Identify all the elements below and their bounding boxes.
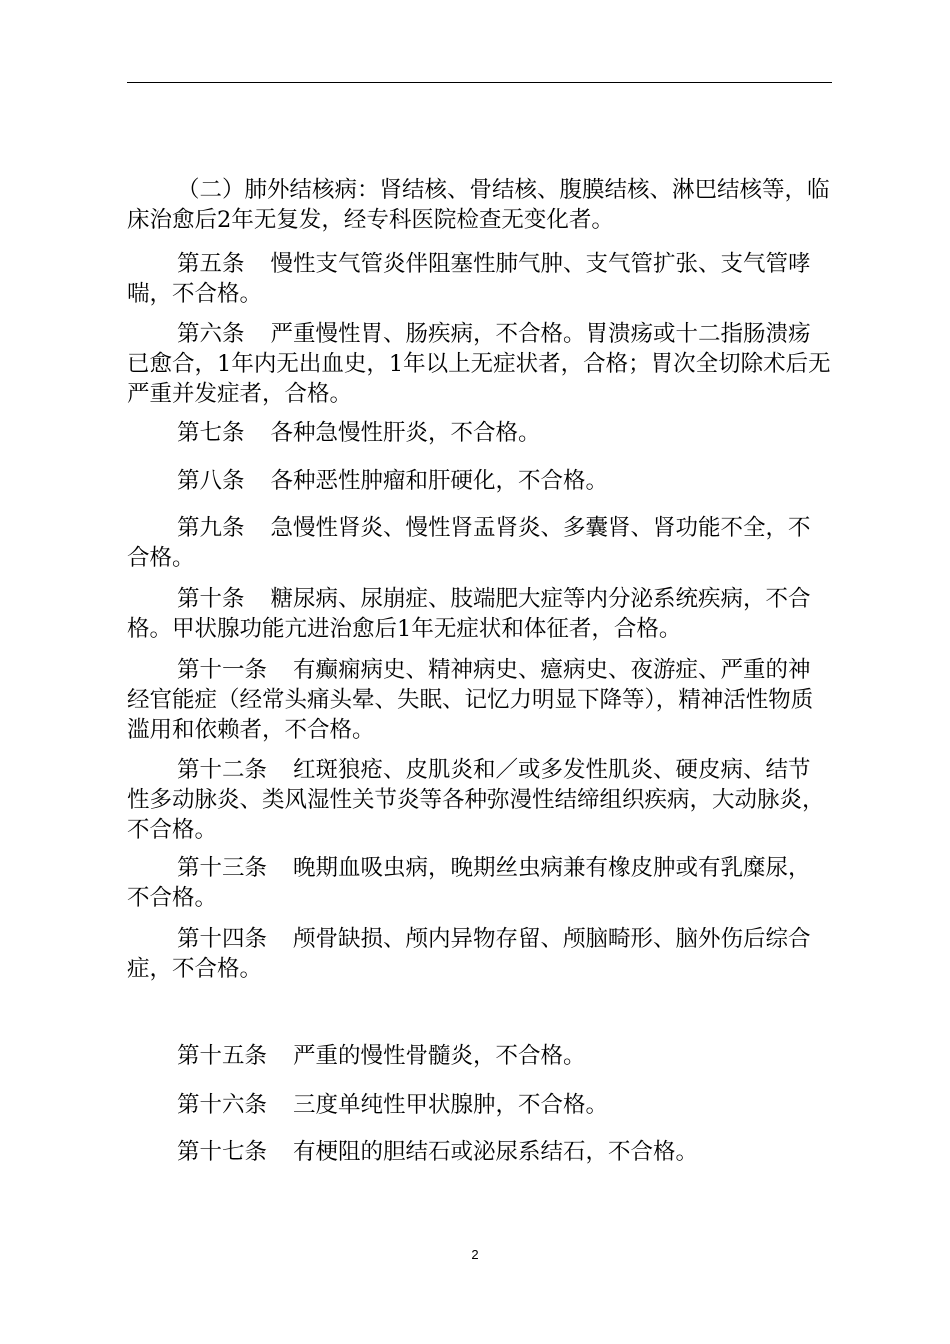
article-17: 第十七条 有梗阻的胆结石或泌尿系结石，不合格。 [177,1139,699,1165]
header-rule [127,82,832,83]
article-16: 第十六条 三度单纯性甲状腺肿，不合格。 [177,1092,609,1118]
article-heading: 第十三条 [177,855,268,881]
article-heading: 第十七条 [177,1139,268,1165]
article-heading: 第六条 [177,321,245,347]
article-heading: 第十二条 [177,757,268,783]
article-heading: 第十一条 [177,657,268,683]
article-7: 第七条 各种急慢性肝炎，不合格。 [177,420,541,446]
article-heading: 第十条 [177,586,245,612]
article-6: 第六条 严重慢性胃、肠疾病，不合格。胃溃疡或十二指肠溃疡已愈合，1年内无出血史，1年以上无症状者，合格；胃次全切除术后无严重并发症者，合格。 [127,321,831,407]
article-10: 第十条 糖尿病、尿崩症、肢端肥大症等内分泌系统疾病，不合格。甲状腺功能亢进治愈后1年无症状和体征者，合格。 [127,586,811,642]
page-number: 2 [471,1247,479,1262]
article-13: 第十三条 晚期血吸虫病，晚期丝虫病兼有橡皮肿或有乳糜尿，不合格。 [127,855,811,911]
article-11: 第十一条 有癫痫病史、精神病史、癔病史、夜游症、严重的神经官能症（经常头痛头晕、失眠、记忆力明显下降等），精神活性物质滥用和依赖者，不合格。 [127,657,814,743]
article-heading: 第十四条 [177,926,268,952]
article-8: 第八条 各种恶性肿瘤和肝硬化，不合格。 [177,468,609,494]
article-heading: 第八条 [177,468,245,494]
paragraph-extrapulmonary-tb: （二）肺外结核病：肾结核、骨结核、腹膜结核、淋巴结核等，临床治愈后2年无复发，经专科医院检查无变化者。 [127,177,830,233]
article-heading: 第九条 [177,515,245,541]
article-5: 第五条 慢性支气管炎伴阻塞性肺气肿、支气管扩张、支气管哮喘，不合格。 [127,251,811,307]
article-heading: 第五条 [177,251,245,277]
article-heading: 第十五条 [177,1043,268,1069]
article-9: 第九条 急慢性肾炎、慢性肾盂肾炎、多囊肾、肾功能不全，不合格。 [127,515,811,571]
article-14: 第十四条 颅骨缺损、颅内异物存留、颅脑畸形、脑外伤后综合症，不合格。 [127,926,811,982]
article-heading: 第十六条 [177,1092,268,1118]
article-12: 第十二条 红斑狼疮、皮肌炎和／或多发性肌炎、硬皮病、结节性多动脉炎、类风湿性关节炎等各种弥漫性结缔组织疾病，大动脉炎，不合格。 [127,757,825,843]
article-heading: 第七条 [177,420,245,446]
article-15: 第十五条 严重的慢性骨髓炎，不合格。 [177,1043,586,1069]
